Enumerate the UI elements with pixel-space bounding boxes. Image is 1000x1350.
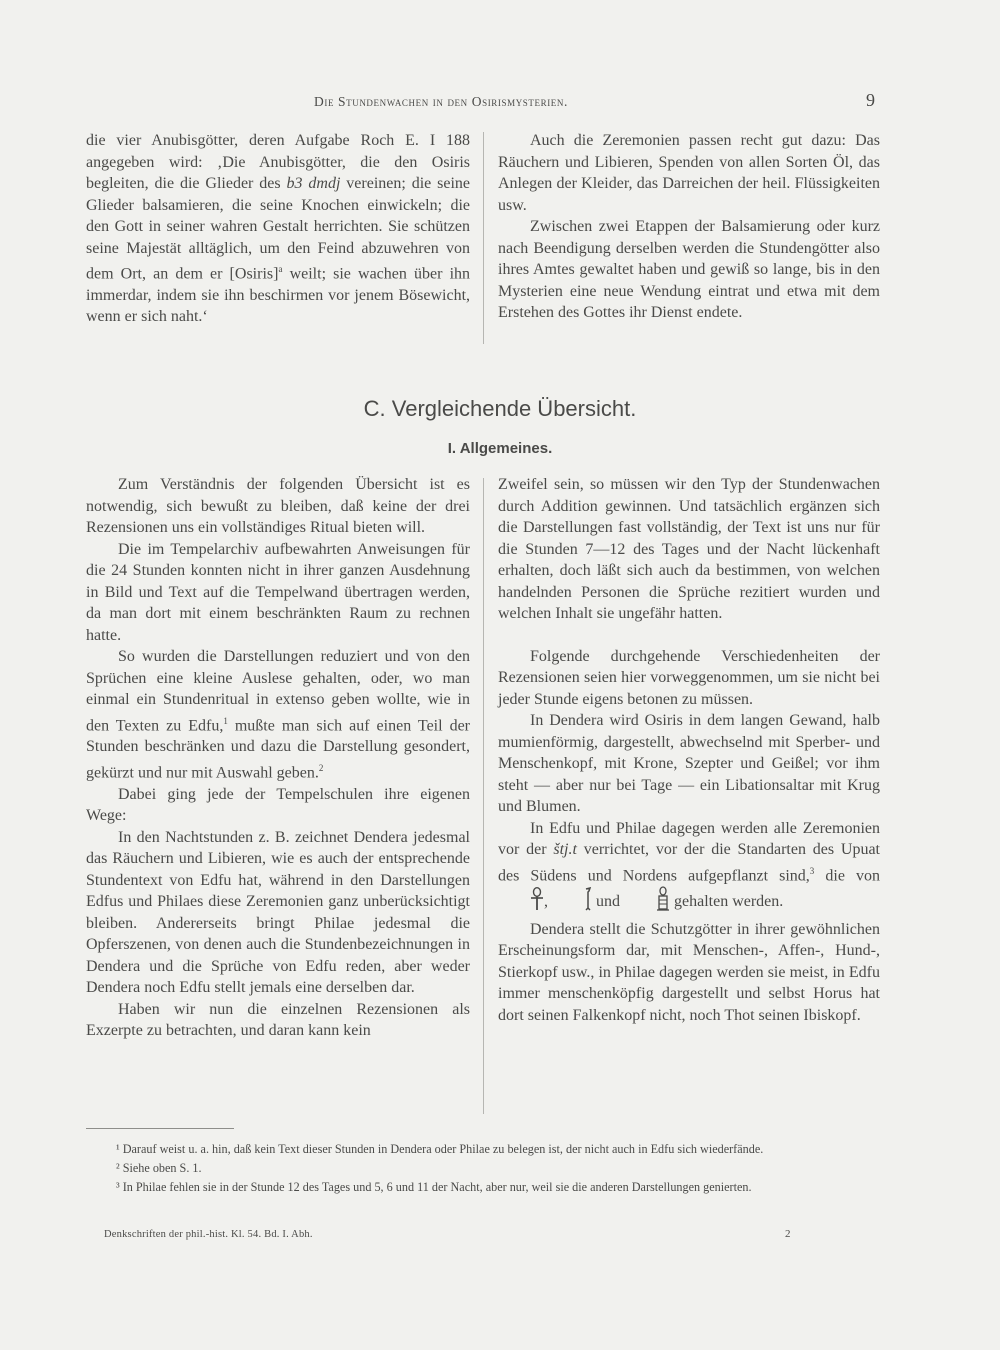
paragraph: In den Nachtstunden z. B. zeichnet Dendera jedesmal das Räuchern und Libieren, wie es auch der entsprechende Stundentext von Edfu hat, während in den Darstellungen Edfus und Philaes diese Zeremonien ganz unberücksichtigt bleiben. Andererseits bringt Philae jedesmal die Opferszenen, von denen auch die Stundenbezeichnungen in Dendera und die Sprüche von Edfu reden, aber weder Dendera noch Edfu stellt jemals eine derselben dar. — [86, 828, 470, 997]
left-column — [86, 474, 470, 1042]
text: verrichtet, vor der die Standarten des Upuat des Südens und Nordens aufgepflanzt sind, — [498, 841, 881, 884]
text: und — [592, 893, 624, 911]
paragraph: Dabei ging jede der Tempelschulen ihre eigenen Wege: — [86, 785, 470, 825]
paragraph: Zweifel sein, so müssen wir den Typ der Stundenwachen durch Addition gewinnen. Und tatsächlich ergänzen sich die Darstellungen fast vollständig, der Text ist uns nur für die Stunden 7—12 des Tages und der Nacht lückenhaft erhalten, doch läßt sich auch da bestimmen, von welchen handelnden Personen die Sprüche rezitiert wurden und welchen Inhalt sie ungefähr hatten. — [498, 476, 880, 622]
line: die vier Anubisgötter, deren Aufgabe Roch E. — [86, 132, 419, 149]
paragraph — [498, 818, 880, 919]
top-left-text: die vier Anubisgötter, deren Aufgabe Roch E. I 188 angegeben wird: ‚Die Anubisgötter, die den Osiris begleiten, die die Glieder des b3 dmdj vereinen; die seine Glieder balsamieren, die seine Knochen einwickeln; die den Gott in seiner wahren Gestalt herrichten. Sie schützen seine Majestät alltäglich, um den Feind abzuwehren von dem Ort, an dem er [Osiris]$^a$ weilt; sie wachen über ihn immerdar, indem sie ihn beschirmen vor jenem Bösewicht, wenn er sich naht.‘ — [86, 132, 471, 326]
line: den Osiris begleiten, die die Glieder des — [86, 153, 471, 192]
paragraph: Die im Tempelarchiv aufbewahrten Anweisungen für die 24 Stunden konnten nicht in ihrer ganzen Ausdehnung in Bild und Text auf die Tempelwand übertragen werden, da man dort mit einem beschränkten Raum zu rechnen hatte. — [86, 540, 470, 644]
djed-amulet-icon — [624, 886, 670, 919]
text: die von — [814, 866, 881, 884]
text: So wurden die Darstellungen reduziert und von den Sprüchen eine kleine Auslese gehalten, oder, wo man einmal ein Stundenritual in extenso geben wollte, wie in den Texten zu Edfu, — [86, 648, 470, 734]
text: mußte man sich auf einen Teil der Stunden beschränken und dazu die Darstellung gesondert, gekürzt und nur mit Auswahl geben. — [86, 716, 470, 782]
transliteration: štj.t — [553, 841, 577, 858]
text: , — [544, 893, 548, 911]
ankh-icon — [498, 887, 544, 918]
paragraph: Auch die Zeremonien passen recht gut dazu: Das Räuchern und Libieren, Spenden von allen Sorten Öl, das Anlegen der Kleider, das Darreichen der heil. Flüssigkeiten usw. — [498, 132, 880, 214]
line: weilt; sie wachen über — [282, 265, 443, 283]
right-column — [498, 474, 880, 1026]
text: In Edfu und Philae dagegen werden alle Zeremonien vor der — [498, 819, 880, 858]
line: I 188 angegeben wird: ‚Die Anubisgötter, die — [86, 132, 471, 171]
top-right-column — [498, 130, 880, 324]
transliteration: b3 dmdj — [286, 175, 341, 192]
was-scepter-icon — [552, 887, 592, 918]
line: Bösewicht, wenn er sich naht.‘ — [86, 286, 471, 326]
footnote-ref[interactable]: 3 — [809, 865, 815, 876]
paragraph: Folgende durchgehende Verschiedenheiten der Rezensionen seien hier vorweggenommen, um sie nicht bei jeder Stunde eigens betonen zu müssen. — [498, 647, 880, 708]
running-title: Die Stundenwachen in den Osirismysterien. — [314, 94, 568, 109]
imprint: Denkschriften der phil.-hist. Kl. 54. Bd. I. Abh. — [104, 1229, 313, 1240]
footnote: ¹ Darauf weist u. a. hin, daß kein Text dieser Stunden in Dendera oder Philae zu belegen ist, der nicht auch in Edfu sich wiederfände. — [116, 1142, 764, 1156]
footnote-rule — [86, 1128, 234, 1129]
footnotes — [86, 1140, 876, 1197]
line: Gestalt herrichten. Sie schützen seine Majestät — [86, 218, 470, 257]
line: Ort, an dem er [Osiris] — [120, 265, 279, 283]
line: vereinen; die seine Glieder balsamieren, die seine — [86, 175, 471, 214]
line: Knochen einwickeln; die den Gott in seiner wahren — [86, 196, 470, 235]
line: alltäglich, um den Feind abzuwehren von dem — [86, 239, 471, 283]
line: ihn immerdar, indem sie ihn beschirmen vor jenem — [86, 265, 471, 304]
text: gehalten werden. — [670, 893, 784, 911]
paragraph: Haben wir nun die einzelnen Rezensionen als Exzerpte zu betrachten, und daran kann kein — [86, 1000, 470, 1040]
footnote-ref[interactable]: 2 — [318, 762, 324, 773]
column-divider — [483, 132, 484, 344]
column-divider — [483, 478, 484, 1114]
paragraph: In Dendera wird Osiris in dem langen Gewand, halb mumienförmig, dargestellt, abwechselnd mit Sperber- und Menschenkopf, mit Krone, Szepter und Geißel; vor ihm steht — aber nur bei Tage — ein Libationsaltar mit Krug und Blumen. — [498, 712, 880, 815]
signature-mark: 2 — [785, 1228, 791, 1240]
footnote: ³ In Philae fehlen sie in der Stunde 12 des Tages und 5, 6 und 11 der Nacht, aber nur, weil sie die anderen Darstellungen genierten. — [116, 1180, 752, 1194]
page-number: 9 — [866, 90, 875, 110]
footnote-ref[interactable]: 1 — [223, 715, 228, 726]
paragraph — [86, 646, 470, 784]
section-title: C. Vergleichende Übersicht. — [363, 396, 637, 421]
subsection-title: I. Allgemeines. — [447, 440, 553, 457]
footnote: ² Siehe oben S. 1. — [116, 1161, 202, 1175]
paragraph: Zwischen zwei Etappen der Balsamierung oder kurz nach Beendigung derselben werden die Stundengötter also ihres Amtes gewaltet haben und gewiß so lange, bis in den Mysterien eine neue Wendung eintrat und etwa mit dem Erstehen des Gottes ihr Dienst endete. — [498, 218, 880, 321]
paragraph: Zum Verständnis der folgenden Übersicht ist es notwendig, sich bewußt zu bleiben, daß keine der drei Rezensionen uns ein vollständiges Ritual bieten will. — [86, 476, 470, 536]
top-left-column — [86, 130, 470, 328]
paragraph: Dendera stellt die Schutzgötter in ihrer gewöhnlichen Erscheinungsform dar, mit Menschen-, Affen-, Hund-, Stierkopf usw., in Philae dagegen werden sie meist, in Edfu immer menschenköpfig dargestellt und selbst Horus hat dort seinen Falkenkopf nicht, noch Thot seinen Ibiskopf. — [498, 920, 880, 1024]
